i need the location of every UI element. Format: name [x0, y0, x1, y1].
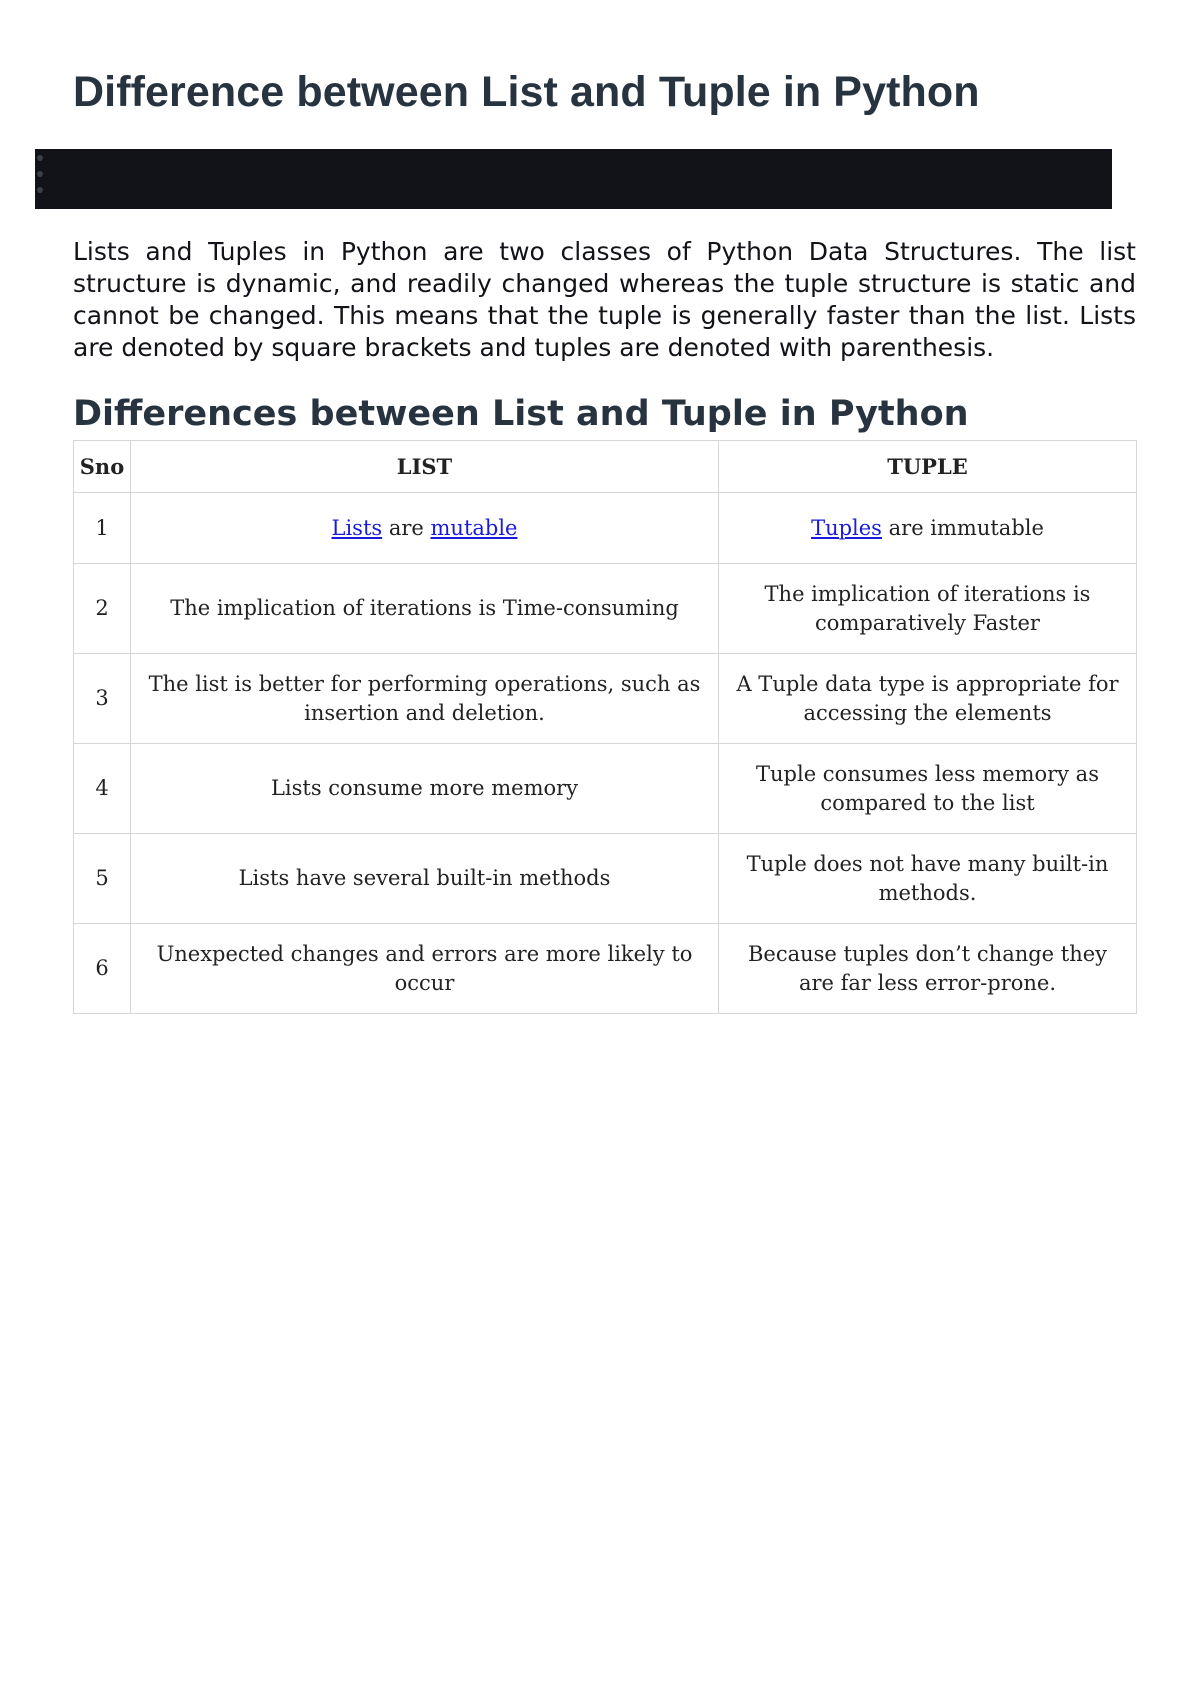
- table-row: [74, 924, 1137, 1014]
- dark-banner: [35, 149, 1112, 209]
- section-heading: Differences between List and Tuple in Python: [73, 394, 969, 434]
- lists-link[interactable]: Lists: [331, 515, 383, 540]
- cell-tuple: Tuple consumes less memory as compared to the list: [719, 744, 1137, 834]
- cell-tuple: Because tuples don’t change they are far less error-prone.: [719, 924, 1137, 1014]
- cell-tuple: A Tuple data type is appropriate for accessing the elements: [719, 654, 1137, 744]
- cell-list: [131, 493, 719, 564]
- table-row: [74, 493, 1137, 564]
- cell-list: Unexpected changes and errors are more likely to occur: [131, 924, 719, 1014]
- cell-list: The implication of iterations is Time-consuming: [131, 564, 719, 654]
- menu-dots-icon: [37, 155, 43, 203]
- cell-tuple: Tuple does not have many built-in methods.: [719, 834, 1137, 924]
- cell-text: are: [382, 515, 431, 540]
- cell-sno: 2: [74, 564, 131, 654]
- tuples-link[interactable]: Tuples: [811, 515, 882, 540]
- cell-sno: 4: [74, 744, 131, 834]
- table-row: [74, 564, 1137, 654]
- cell-text: are immutable: [881, 515, 1044, 540]
- header-tuple: TUPLE: [719, 441, 1137, 493]
- cell-sno: 6: [74, 924, 131, 1014]
- cell-list: Lists consume more memory: [131, 744, 719, 834]
- cell-list: Lists have several built-in methods: [131, 834, 719, 924]
- comparison-table: [73, 440, 1137, 1014]
- cell-tuple: [719, 493, 1137, 564]
- table-row: [74, 834, 1137, 924]
- cell-sno: 1: [74, 493, 131, 564]
- header-sno: Sno: [74, 441, 131, 493]
- intro-paragraph: Lists and Tuples in Python are two classes of Python Data Structures. The list structure is dynamic, and readily changed whereas the tuple structure is static and cannot be changed. This means that the tuple is generally faster than the list. Lists are denoted by square brackets and tuples are denoted with parenthesis.: [73, 237, 1136, 362]
- mutable-link[interactable]: mutable: [430, 515, 518, 540]
- cell-list: The list is better for performing operations, such as insertion and deletion.: [131, 654, 719, 744]
- page-title: Difference between List and Tuple in Python: [73, 68, 980, 116]
- table-row: [74, 744, 1137, 834]
- table-row: [74, 654, 1137, 744]
- cell-tuple: The implication of iterations is comparatively Faster: [719, 564, 1137, 654]
- table-header-row: [74, 441, 1137, 493]
- header-list: LIST: [131, 441, 719, 493]
- cell-sno: 3: [74, 654, 131, 744]
- cell-sno: 5: [74, 834, 131, 924]
